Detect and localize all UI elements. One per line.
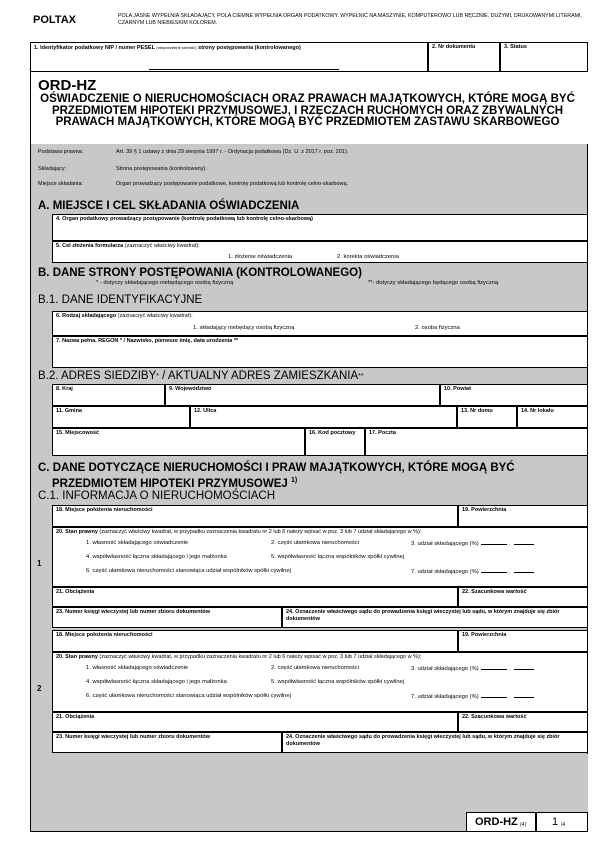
purpose-option-2[interactable]: 2. korekta oświadczenia <box>337 254 399 260</box>
field-area[interactable]: 19. Powierzchnia <box>458 630 588 652</box>
status-option-5[interactable]: 5. współwłasność łączna wspólników spółki cywilnej <box>271 679 405 685</box>
footer-code: ORD-HZ <box>475 816 518 828</box>
status-option-6[interactable]: 6. część ułamkowa nieruchomości stanowiąca udział wspólników spółki cywilnej <box>86 693 291 699</box>
field-court[interactable]: 24. Oznaczenie właściwego sądu do prowadzenia księgi wieczystej lub sądu, w którym znajduje się zbiór dokumentów <box>282 732 588 753</box>
form-title: OŚWIADCZENIE O NIERUCHOMOŚCIACH ORAZ PRAWACH MAJĄTKOWYCH, KTÓRE MOGĄ BYĆ PRZEDMIOTEM HIPOTEKI PRZYMUSOWEJ, I RZECZACH RUCHOMYCH ORAZ ZBYWALNYCH PRAWACH MAJĄTKOWYCH, KTÓRE MOGĄ BYĆ PRZEDMIOTEM ZASTAWU SKARBOWEGO <box>40 93 575 128</box>
field-legal-status: 20. Stan prawny (zaznaczyć właściwy kwadrat, w przypadku zaznaczenia kwadratu nr 2 lub 6 należy wpisać w poz. 3 lub 7 udział składającego w %): 1. własność składającego oświadczenie 2. część ułamkowa nieruchomości 3. udział składającego (%) , 4. współwłasność łączna składającego i jego małżonka 5. współwłasność łączna wspólników spółki cywilnej 6. część ułamkowa nieruchomości stanowiąca udział wspólników spółki cywilnej 7. udział składającego (%) , <box>52 652 588 712</box>
field-country[interactable]: 8. Kraj <box>52 384 165 406</box>
status-option-4[interactable]: 4. współwłasność łączna składającego i jego małżonka <box>86 554 227 560</box>
submitter-type-option-1[interactable]: 1. składający niebędący osobą fizyczną <box>193 325 295 331</box>
section-a-title: A. MIEJSCE I CEL SKŁADANIA OŚWIADCZENIA <box>38 200 300 212</box>
field-house-number[interactable]: 13. Nr domu <box>457 406 517 428</box>
section-c-title-line2: PRZEDMIOTEM HIPOTEKI PRZYMUSOWEJ $^{1)}$ <box>52 477 298 490</box>
place-value: Organ prowadzący postępowanie podatkowe, kontrolę podatkową lub kontrolę celno-skarbową. <box>116 181 349 187</box>
status-option-7[interactable]: 7. udział składającego (%) , <box>411 693 534 701</box>
status-option-6[interactable]: 6. część ułamkowa nieruchomości stanowiąca udział wspólników spółki cywilnej <box>86 568 291 574</box>
page-number: 1 <box>552 816 559 828</box>
field-encumbrances[interactable]: 21. Obciążenia <box>52 712 458 732</box>
field-land-register-number[interactable]: 23. Numer księgi wieczystej lub numer zbioru dokumentów <box>52 607 282 628</box>
submitter-type-option-2[interactable]: 2. osoba fizyczna <box>415 325 460 331</box>
field-area[interactable]: 19. Powierzchnia <box>458 505 588 527</box>
property-block-1 <box>30 505 588 628</box>
field-doc-number: 2. Nr dokumentu <box>428 42 500 72</box>
section-c1-title: C.1. INFORMACJA O NIERUCHOMOŚCIACH <box>38 490 276 502</box>
field-county[interactable]: 10. Powiat <box>440 384 588 406</box>
legal-basis-label: Podstawa prawna: <box>38 149 84 155</box>
field-land-register-number[interactable]: 23. Numer księgi wieczystej lub numer zbioru dokumentów <box>52 732 282 753</box>
field-tax-authority[interactable]: 4. Organ podatkowy prowadzący postępowanie (kontrolę podatkową lub kontrolę celno-skarbową) <box>52 214 588 241</box>
field-status: 3. Status <box>500 42 588 72</box>
field-street[interactable]: 12. Ulica <box>190 406 457 428</box>
section-b2-title: B.2. ADRES SIEDZIBY* / AKTUALNY ADRES ZAMIESZKANIA** <box>38 370 364 382</box>
field-property-location[interactable]: 18. Miejsce położenia nieruchomości <box>52 630 458 652</box>
purpose-option-1[interactable]: 1. złożenie oświadczenia <box>228 254 293 260</box>
field-apartment-number[interactable]: 14. Nr lokalu <box>517 406 588 428</box>
field-voivodeship[interactable]: 9. Województwo <box>165 384 440 406</box>
field-legal-status: 20. Stan prawny (zaznaczyć właściwy kwadrat, w przypadku zaznaczenia kwadratu nr 2 lub 6 należy wpisać w poz. 3 lub 7 udział składającego w %): 1. własność składającego oświadczenie 2. część ułamkowa nieruchomości 3. udział składającego (%) , 4. współwłasność łączna składającego i jego małżonka 5. współwłasność łączna wspólników spółki cywilnej 6. część ułamkowa nieruchomości stanowiąca udział wspólników spółki cywilnej 7. udział składającego (%) , <box>52 527 588 587</box>
status-option-2[interactable]: 2. część ułamkowa nieruchomości <box>271 540 359 546</box>
field-commune[interactable]: 11. Gmina <box>52 406 190 428</box>
field-encumbrances[interactable]: 21. Obciążenia <box>52 587 458 607</box>
section-b1-title: B.1. DANE IDENTYFIKACYJNE <box>38 294 203 306</box>
field-city[interactable]: 15. Miejscowość <box>52 428 305 456</box>
field-post-office[interactable]: 17. Poczta <box>365 428 588 456</box>
field-submitter-type: 6. Rodzaj składającego (zaznaczyć właściwy kwadrat): 1. składający niebędący osobą fizyczną 2. osoba fizyczna <box>52 311 588 336</box>
field-purpose: 5. Cel złożenia formularza (zaznaczyć właściwy kwadrat): 1. złożenie oświadczenia 2. korekta oświadczenia <box>52 241 588 263</box>
footer-version: (4) <box>520 822 527 828</box>
property-number: 1 <box>37 559 42 568</box>
field-nip-pesel[interactable]: 1. Identyfikator podatkowy NIP / numer PESEL (niepotrzebne skreślić) strony postępowania (kontrolowanego) <box>30 42 428 72</box>
legal-basis-value: Art. 39 § 1 ustawy z dnia 29 sierpnia 1997 r. - Ordynacja podatkowa (Dz. U. z 2017 r. poz. 201). <box>116 149 349 155</box>
form-code: ORD-HZ <box>38 77 97 94</box>
field-property-location[interactable]: 18. Miejsce położenia nieruchomości <box>52 505 458 527</box>
place-label: Miejsce składania: <box>38 181 83 187</box>
field-name-regon[interactable]: 7. Nazwa pełna, REGON * / Nazwisko, pierwsze imię, data urodzenia ** <box>52 336 588 368</box>
status-option-5[interactable]: 5. współwłasność łączna wspólników spółki cywilnej <box>271 554 405 560</box>
status-option-1[interactable]: 1. własność składającego oświadczenie <box>86 665 189 671</box>
status-option-1[interactable]: 1. własność składającego oświadczenie <box>86 540 189 546</box>
note-natural: **- dotyczy składającego będącego osobą fizyczną <box>368 280 499 286</box>
field-postal-code[interactable]: 16. Kod pocztowy <box>305 428 365 456</box>
poltax-label: POLTAX <box>33 14 76 26</box>
status-option-4[interactable]: 4. współwłasność łączna składającego i jego małżonka <box>86 679 227 685</box>
status-option-3[interactable]: 3. udział składającego (%) , <box>411 665 534 673</box>
field-estimated-value[interactable]: 22. Szacunkowa wartość <box>458 587 588 607</box>
instruction-text: POLA JASNE WYPEŁNIA SKŁADAJĄCY, POLA CIEMNE WYPEŁNIA ORGAN PODATKOWY. WYPEŁNIĆ NA MASZYNIE, KOMPUTEROWO LUB RĘCZNIE, DUŻYMI, DRUKOWANYMI LITERAMI, CZARNYM LUB NIEBIESKIM KOLOREM. <box>118 13 582 26</box>
page-total: /4 <box>561 822 566 828</box>
footer-code-box <box>466 812 536 832</box>
footer-page-box <box>536 812 588 832</box>
property-block-2 <box>30 630 588 753</box>
section-b-title: B. DANE STRONY POSTĘPOWANIA (KONTROLOWANEGO) <box>38 267 362 279</box>
section-c-title-line1: C. DANE DOTYCZĄCE NIERUCHOMOŚCI I PRAW MAJĄTKOWYCH, KTÓRE MOGĄ BYĆ <box>38 462 515 474</box>
status-option-7[interactable]: 7. udział składającego (%) , <box>411 568 534 576</box>
field-court[interactable]: 24. Oznaczenie właściwego sądu do prowadzenia księgi wieczystej lub sądu, w którym znajduje się zbiór dokumentów <box>282 607 588 628</box>
submitter-label: Składający: <box>38 166 67 172</box>
field-estimated-value[interactable]: 22. Szacunkowa wartość <box>458 712 588 732</box>
property-number: 2 <box>37 684 42 693</box>
note-non-natural: * - dotyczy składającego niebędącego osobą fizyczną <box>96 280 234 286</box>
nip-digit-boxes[interactable] <box>149 65 339 70</box>
status-option-3[interactable]: 3. udział składającego (%) , <box>411 540 534 548</box>
status-option-2[interactable]: 2. część ułamkowa nieruchomości <box>271 665 359 671</box>
submitter-value: Strona postępowania (kontrolowany). <box>116 166 207 172</box>
